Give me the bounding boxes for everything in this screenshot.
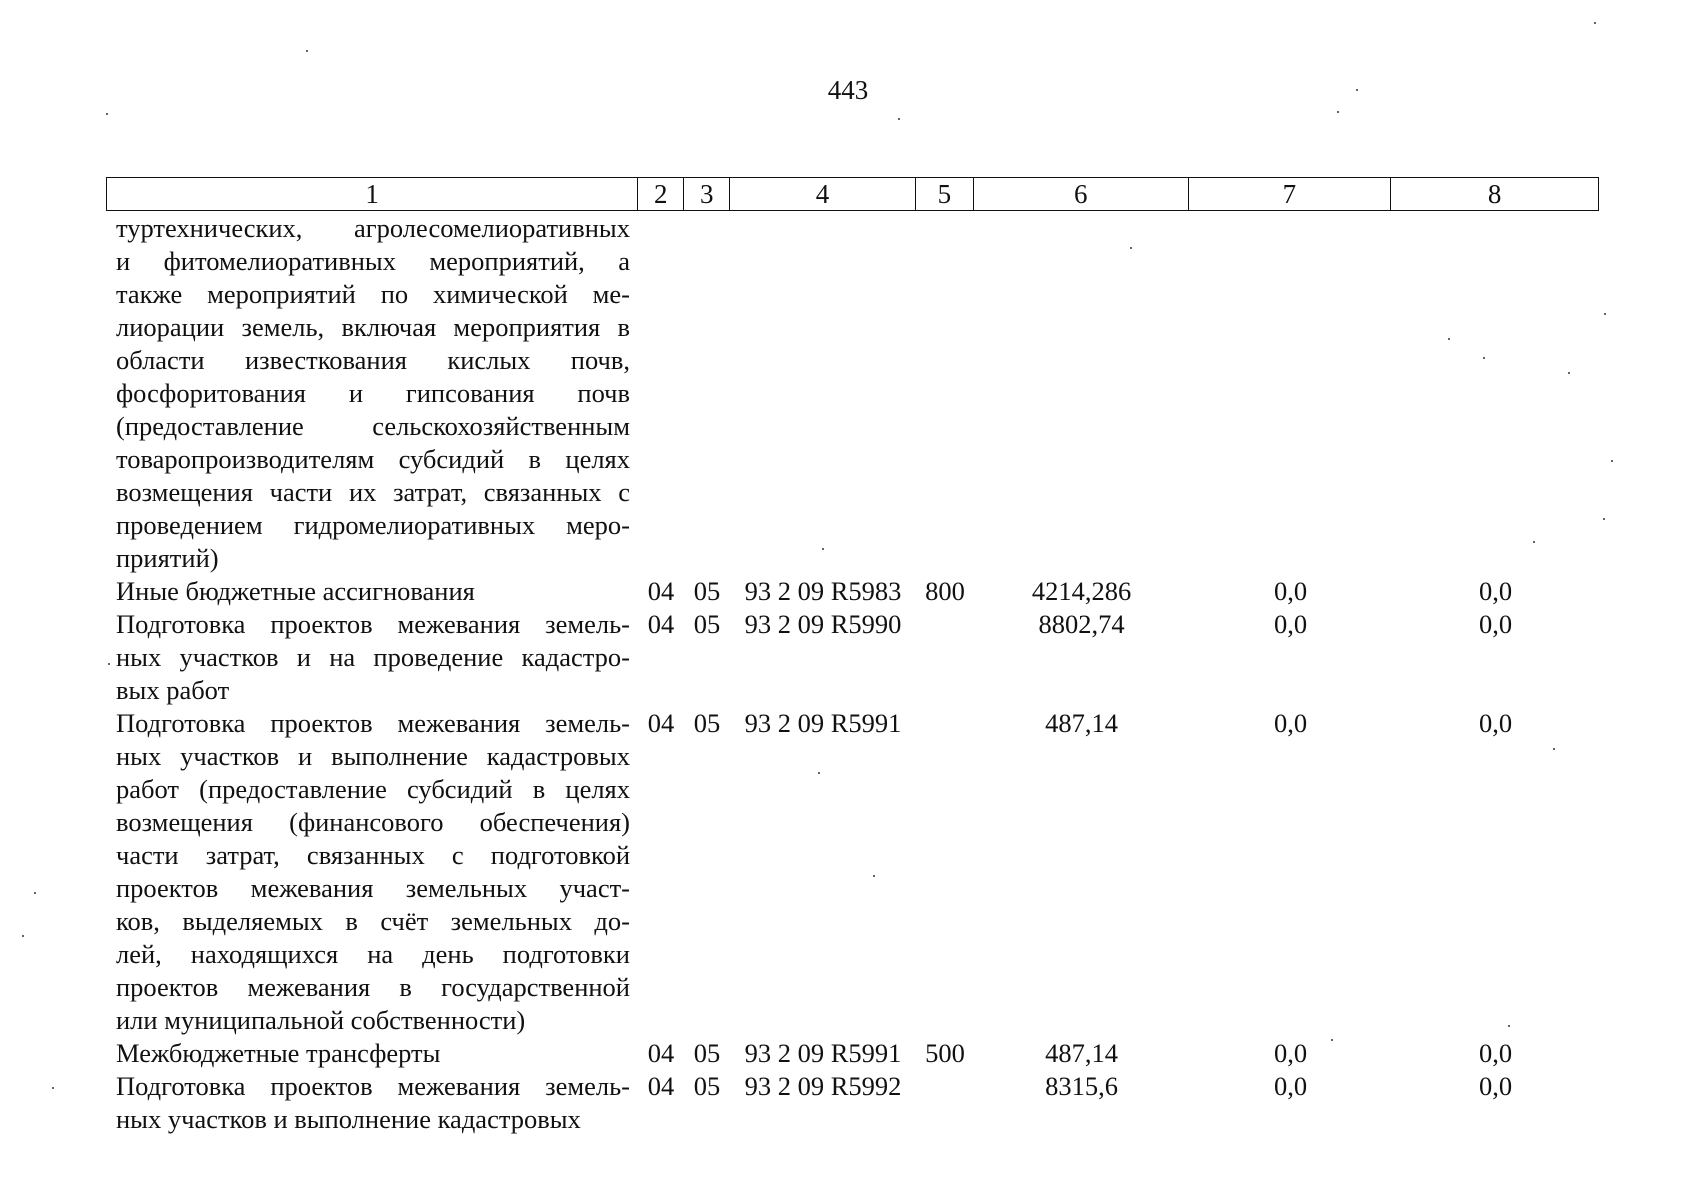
section-code: 04 <box>647 708 675 738</box>
amount-col-7: 0,0 <box>1273 708 1308 738</box>
description-line: или муниципальной собственности) <box>116 1005 526 1035</box>
header-col-2: 2 <box>638 178 684 210</box>
expense-type-code: 500 <box>925 1038 965 1068</box>
description-line: приятий) <box>116 543 219 573</box>
row-description <box>106 575 638 608</box>
amount-col-7: 0,0 <box>1273 1038 1308 1068</box>
table-row <box>106 1070 1599 1136</box>
target-article-code: 93 2 09 R5992 <box>744 1071 902 1101</box>
description-line: проведением гидромелиоративных меро- <box>116 510 630 540</box>
amount-col-6: 487,14 <box>1045 1038 1118 1068</box>
header-col-4: 4 <box>730 178 916 210</box>
amount-col-7: 0,0 <box>1273 1071 1308 1101</box>
section-code: 04 <box>647 1071 675 1101</box>
row-description <box>106 608 638 707</box>
description-line: и фитомелиоративных мероприятий, а <box>116 246 630 276</box>
amount-col-8: 0,0 <box>1478 576 1513 606</box>
budget-table-body <box>106 212 1599 1136</box>
amount-col-7: 0,0 <box>1273 576 1308 606</box>
amount-col-6: 8802,74 <box>1038 609 1125 639</box>
amount-col-6: 487,14 <box>1045 708 1118 738</box>
subsection-code: 05 <box>693 1071 721 1101</box>
section-code: 04 <box>647 1038 675 1068</box>
table-row <box>106 608 1599 707</box>
header-col-3: 3 <box>684 178 730 210</box>
description-line: лиорации земель, включая мероприятия в <box>116 312 630 342</box>
header-col-7: 7 <box>1189 178 1392 210</box>
table-header-row <box>106 177 1599 211</box>
amount-col-6: 8315,6 <box>1045 1071 1118 1101</box>
description-line: Подготовка проектов межевания земель- <box>116 1071 630 1101</box>
description-line: лей, находящихся на день подготовки <box>116 939 630 969</box>
row-description <box>106 212 638 575</box>
description-line: части затрат, связанных с подготовкой <box>116 840 630 870</box>
amount-col-8: 0,0 <box>1478 1071 1513 1101</box>
description-line: ных участков и выполнение кадастровых <box>116 741 630 771</box>
description-line: проектов межевания в государственной <box>116 972 630 1002</box>
description-line: Подготовка проектов межевания земель- <box>116 609 630 639</box>
amount-col-8: 0,0 <box>1478 1038 1513 1068</box>
expense-type-code: 800 <box>925 576 965 606</box>
row-description <box>106 1037 638 1070</box>
amount-col-8: 0,0 <box>1478 708 1513 738</box>
description-line: туртехнических, агролесомелиоративных <box>116 213 630 243</box>
description-line: вых работ <box>116 675 230 705</box>
description-line: (предоставление сельскохозяйственным <box>116 411 630 441</box>
table-row <box>106 1037 1599 1070</box>
target-article-code: 93 2 09 R5983 <box>744 576 902 606</box>
row-description <box>106 707 638 1037</box>
amount-col-8: 0,0 <box>1478 609 1513 639</box>
target-article-code: 93 2 09 R5990 <box>744 609 902 639</box>
page-number: 443 <box>827 75 869 105</box>
header-col-8: 8 <box>1487 179 1502 209</box>
row-description <box>106 1070 638 1136</box>
table-row <box>106 212 1599 575</box>
description-line: Подготовка проектов межевания земель- <box>116 708 630 738</box>
subsection-code: 05 <box>693 609 721 639</box>
description-line: области известкования кислых почв, <box>116 345 630 375</box>
section-code: 04 <box>647 576 675 606</box>
description-line: ных участков и выполнение кадастровых <box>116 1104 581 1134</box>
amount-col-6: 4214,286 <box>1031 576 1132 606</box>
subsection-code: 05 <box>693 1038 721 1068</box>
description-line: также мероприятий по химической ме- <box>116 279 630 309</box>
description-line: товаропроизводителям субсидий в целях <box>116 444 630 474</box>
target-article-code: 93 2 09 R5991 <box>744 1038 902 1068</box>
header-col-5: 5 <box>916 178 974 210</box>
header-col-1: 1 <box>107 178 638 210</box>
description-line: Межбюджетные трансферты <box>116 1038 441 1068</box>
amount-col-7: 0,0 <box>1273 609 1308 639</box>
description-line: работ (предоставление субсидий в целях <box>116 774 630 804</box>
table-row <box>106 707 1599 1037</box>
header-col-6: 6 <box>974 178 1189 210</box>
section-code: 04 <box>647 609 675 639</box>
description-line: фосфоритования и гипсования почв <box>116 378 630 408</box>
subsection-code: 05 <box>693 576 721 606</box>
description-line: возмещения части их затрат, связанных с <box>116 477 630 507</box>
description-line: проектов межевания земельных участ- <box>116 873 630 903</box>
description-line: Иные бюджетные ассигнования <box>116 576 475 606</box>
target-article-code: 93 2 09 R5991 <box>744 708 902 738</box>
subsection-code: 05 <box>693 708 721 738</box>
description-line: ных участков и на проведение кадастро- <box>116 642 630 672</box>
description-line: ков, выделяемых в счёт земельных до- <box>116 906 630 936</box>
description-line: возмещения (финансового обеспечения) <box>116 807 630 837</box>
table-row <box>106 575 1599 608</box>
